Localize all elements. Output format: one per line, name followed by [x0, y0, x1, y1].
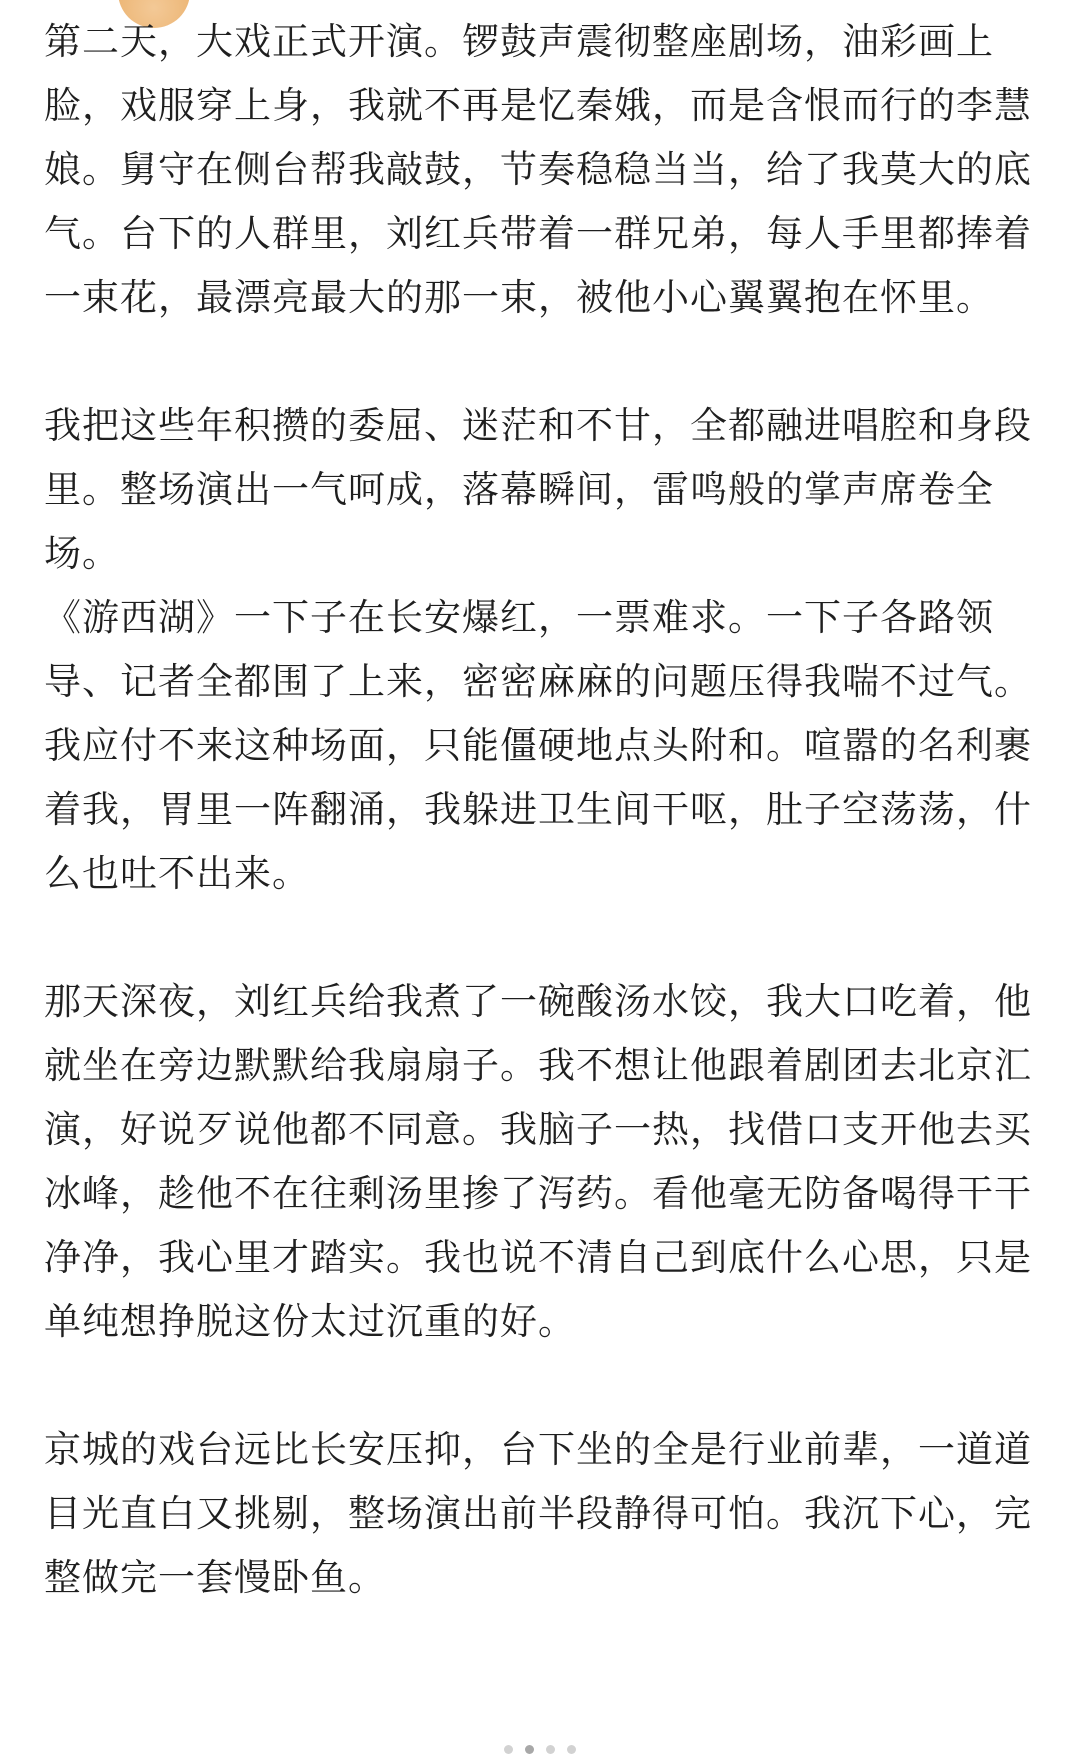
paragraph-2: 我把这些年积攒的委屈、迷茫和不甘，全都融进唱腔和身段里。整场演出一气呵成，落幕瞬间，雷鸣般的掌声席卷全场。: [44, 404, 1032, 575]
page-dot[interactable]: [504, 1745, 513, 1754]
paragraph-5: 京城的戏台远比长安压抑，台下坐的全是行业前辈，一道道目光直白又挑剔，整场演出前半段静得可怕。我沉下心，完整做完一套慢卧鱼。: [44, 1428, 1032, 1599]
article-body: [44, 10, 1036, 1610]
page-indicator[interactable]: [0, 1745, 1080, 1754]
paragraph-3: 《游西湖》一下子在长安爆红，一票难求。一下子各路领导、记者全都围了上来，密密麻麻的问题压得我喘不过气。我应付不来这种场面，只能僵硬地点头附和。喧嚣的名利裹着我，胃里一阵翻涌，我躲进卫生间干呕，肚子空荡荡，什么也吐不出来。: [44, 596, 1032, 895]
page-dot[interactable]: [546, 1745, 555, 1754]
paragraph-4: 那天深夜，刘红兵给我煮了一碗酸汤水饺，我大口吃着，他就坐在旁边默默给我扇扇子。我不想让他跟着剧团去北京汇演，好说歹说他都不同意。我脑子一热，找借口支开他去买冰峰，趁他不在往剩汤里掺了泻药。看他毫无防备喝得干干净净，我心里才踏实。我也说不清自己到底什么心思，只是单纯想挣脱这份太过沉重的好。: [44, 980, 1032, 1343]
page-dot-active[interactable]: [525, 1745, 534, 1754]
paragraph-1: 第二天，大戏正式开演。锣鼓声震彻整座剧场，油彩画上脸，戏服穿上身，我就不再是忆秦娥，而是含恨而行的李慧娘。舅守在侧台帮我敲鼓，节奏稳稳当当，给了我莫大的底气。台下的人群里，刘红兵带着一群兄弟，每人手里都捧着一束花，最漂亮最大的那一束，被他小心翼翼抱在怀里。: [44, 20, 1032, 319]
page-dot[interactable]: [567, 1745, 576, 1754]
